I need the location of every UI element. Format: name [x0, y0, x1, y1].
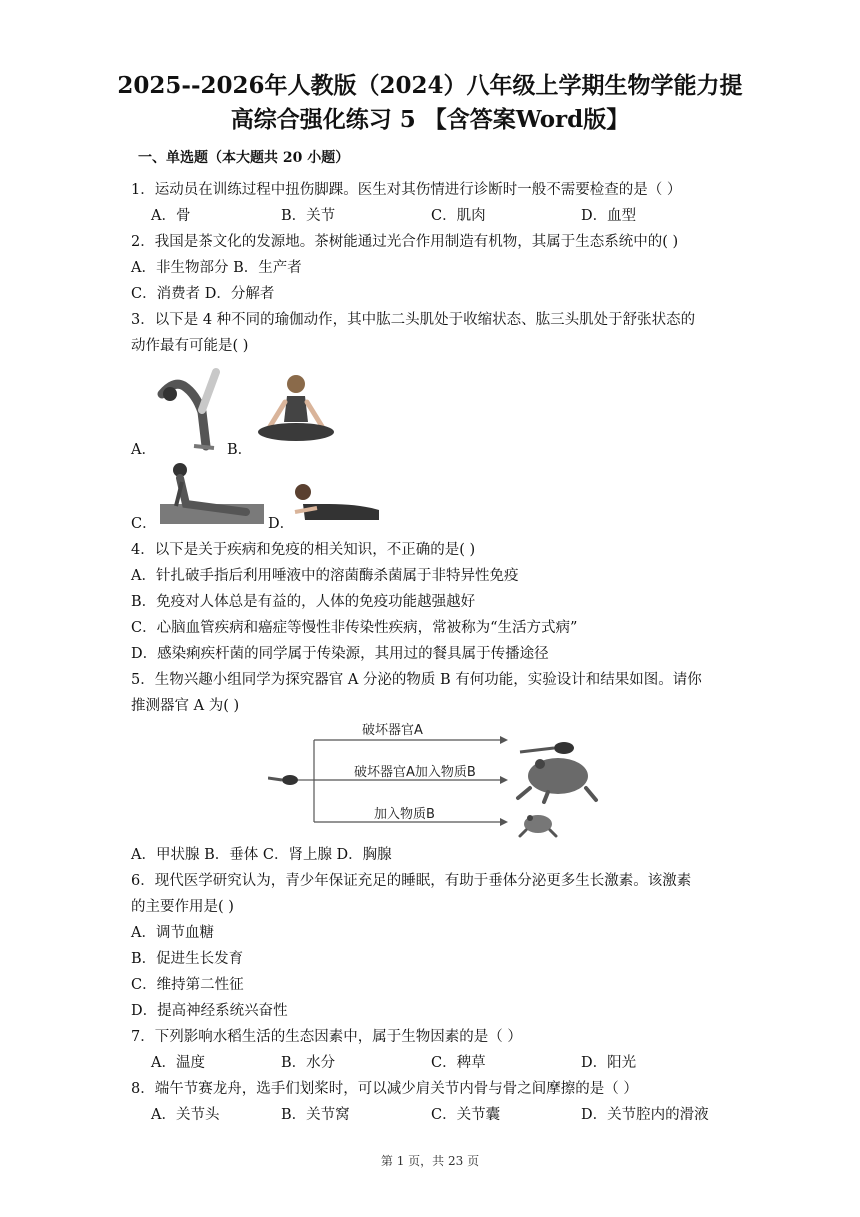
q7-stem: 7．下列影响水稻生活的生态因素中，属于生物因素的是（ ）: [131, 1029, 522, 1045]
q3-label-b: B．: [227, 442, 253, 458]
q5-experiment-figure: [268, 718, 600, 840]
q4-option-c: C．心脑血管疾病和癌症等慢性非传染性疾病，常被称为“生活方式病”: [131, 620, 578, 636]
q6-stem-line2: 的主要作用是( ): [131, 899, 234, 915]
q1-option-a: A．骨: [151, 208, 191, 224]
section-heading: 一、单选题（本大题共 20 小题）: [138, 150, 350, 166]
q5-stem-line2: 推测器官 A 为( ): [131, 698, 240, 714]
fig-label-add-b: 加入物质B: [374, 807, 435, 822]
q6-option-a: A．调节血糖: [131, 925, 214, 941]
q6-option-b: B．促进生长发育: [131, 951, 244, 967]
q7-option-b: B．水分: [281, 1055, 336, 1071]
q4-stem: 4．以下是关于疾病和免疫的相关知识，不正确的是( ): [131, 542, 476, 558]
q3-label-a: A．: [131, 442, 156, 458]
q1-option-b: B．关节: [281, 208, 336, 224]
yoga-image-a: [154, 366, 226, 452]
q3-label-c: C．: [131, 516, 157, 532]
q6-stem-line1: 6．现代医学研究认为，青少年保证充足的睡眠，有助于垂体分泌更多生长激素。该激素: [131, 873, 692, 889]
doc-title-line2: 高综合强化练习 5 【含答案Word版】: [230, 106, 630, 133]
yoga-image-d: [289, 480, 383, 524]
q8-option-d: D．关节腔内的滑液: [581, 1107, 709, 1123]
q3-stem-line2: 动作最有可能是( ): [131, 338, 249, 354]
q6-option-d: D．提高神经系统兴奋性: [131, 1003, 288, 1019]
q7-option-c: C．稗草: [431, 1055, 486, 1071]
q4-option-a: A．针扎破手指后利用唾液中的溶菌酶杀菌属于非特异性免疫: [131, 568, 519, 584]
q8-option-c: C．关节囊: [431, 1107, 501, 1123]
q1-option-c: C．肌肉: [431, 208, 486, 224]
page-footer: 第 1 页，共 23 页: [380, 1154, 480, 1168]
fig-label-destroy-a-add-b: 破坏器官A加入物质B: [354, 765, 476, 780]
yoga-image-c: [156, 460, 266, 526]
fig-label-destroy-a: 破坏器官A: [362, 723, 423, 738]
yoga-image-b: [251, 372, 341, 448]
q1-option-d: D．血型: [581, 208, 637, 224]
q3-label-d: D．: [268, 516, 295, 532]
q7-option-a: A．温度: [151, 1055, 205, 1071]
q2-options-row1: A．非生物部分 B．生产者: [131, 260, 302, 276]
q8-option-a: A．关节头: [151, 1107, 220, 1123]
q5-options: A．甲状腺 B．垂体 C．肾上腺 D．胸腺: [131, 847, 392, 863]
q3-stem-line1: 3．以下是 4 种不同的瑜伽动作，其中肱二头肌处于收缩状态、肱三头肌处于舒张状态的: [131, 312, 696, 328]
q4-option-b: B．免疫对人体总是有益的，人体的免疫功能越强越好: [131, 594, 476, 610]
doc-title-line1: 2025--2026年人教版（2024）八年级上学期生物学能力提: [117, 72, 743, 99]
q8-option-b: B．关节窝: [281, 1107, 350, 1123]
q8-stem: 8．端午节赛龙舟，选手们划桨时，可以减少肩关节内骨与骨之间摩擦的是（ ）: [131, 1081, 638, 1097]
q5-stem-line1: 5．生物兴趣小组同学为探究器官 A 分泌的物质 B 有何功能，实验设计和结果如图。请你: [131, 672, 702, 688]
q1-stem: 1．运动员在训练过程中扭伤脚踝。医生对其伤情进行诊断时一般不需要检查的是（ ）: [131, 182, 682, 198]
tadpole-icon: [282, 775, 298, 785]
q2-options-row2: C．消费者 D．分解者: [131, 286, 275, 302]
q7-option-d: D．阳光: [581, 1055, 637, 1071]
q6-option-c: C．维持第二性征: [131, 977, 244, 993]
q2-stem: 2．我国是茶文化的发源地。茶树能通过光合作用制造有机物，其属于生态系统中的( ): [131, 234, 679, 250]
q4-option-d: D．感染痢疾杆菌的同学属于传染源，其用过的餐具属于传播途径: [131, 646, 549, 662]
